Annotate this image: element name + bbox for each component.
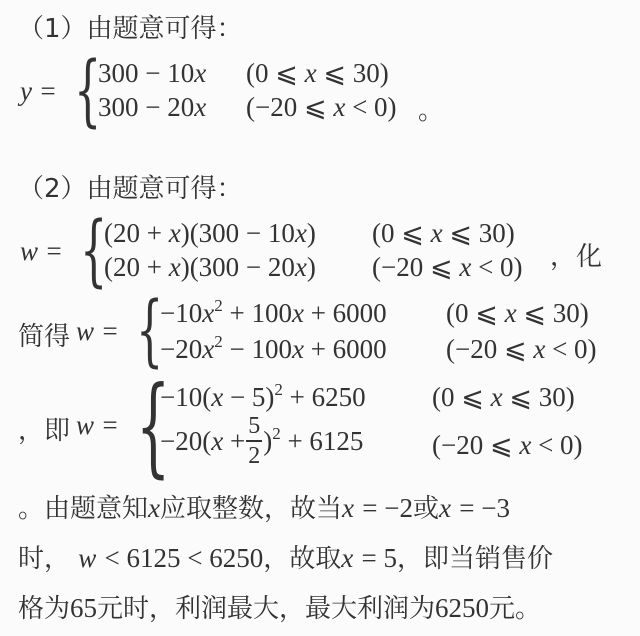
simplified-case2-cond: (−20 ⩽ x < 0)	[446, 334, 597, 364]
simplified-case1-cond: (0 ⩽ x ⩽ 30)	[446, 298, 589, 328]
part2-lhs: w =	[20, 236, 63, 266]
simplify-prefix: 简得	[18, 322, 71, 352]
vertex-brace: {	[136, 364, 171, 489]
part2-case1-cond: (0 ⩽ x ⩽ 30)	[372, 218, 515, 248]
vertex-lhs: w =	[76, 410, 119, 440]
vertex-case1-expr: $-10(x - 5)^2 + 6250$	[160, 380, 366, 412]
part2-case2-expr: (20 + x)(300 − 20x)	[104, 252, 316, 282]
part2-case1-expr: (20 + x)(300 − 10x)	[104, 218, 316, 248]
vertex-case1-cond: (0 ⩽ x ⩽ 30)	[432, 382, 575, 412]
part1-case1-expr: 300 − 10x	[98, 58, 207, 88]
part1-brace: {	[74, 46, 102, 136]
vertex-case2-expr: −20(x + $\frac{5}{2}$ )$^2$ + 6125	[160, 413, 364, 469]
part2-after: ，化	[550, 242, 603, 272]
part1-heading: （1）由题意可得：	[18, 14, 243, 44]
part1-case1-cond: (0 ⩽ x ⩽ 30)	[246, 58, 389, 88]
simplified-case1-expr: $-10x^2 + 100x + 6000$	[160, 296, 387, 328]
part2-brace: {	[80, 206, 108, 296]
part2-case2-cond: (−20 ⩽ x < 0)	[372, 252, 523, 282]
part2-heading: （2）由题意可得：	[18, 174, 243, 204]
conclusion-line2: 时， w < 6125 < 6250，故取x = 5，即当销售价	[18, 543, 554, 574]
conclusion-line3: 格为65元时，利润最大，最大利润为6250元。	[18, 593, 542, 624]
simplify-lhs: w =	[76, 316, 119, 346]
part1-period: 。	[418, 96, 445, 126]
vertex-prefix: ，即	[18, 416, 71, 446]
conclusion-line1: 。由题意知x应取整数，故当x = −2或x = −3	[18, 493, 510, 524]
part1-case2-cond: (−20 ⩽ x < 0)	[246, 92, 397, 122]
part1-lhs: y =	[20, 76, 57, 106]
simplify-brace: {	[136, 286, 164, 376]
part1-case2-expr: 300 − 20x	[98, 92, 207, 122]
simplified-case2-expr: $-20x^2 - 100x + 6000$	[160, 332, 387, 364]
vertex-case2-cond: (−20 ⩽ x < 0)	[432, 430, 583, 460]
